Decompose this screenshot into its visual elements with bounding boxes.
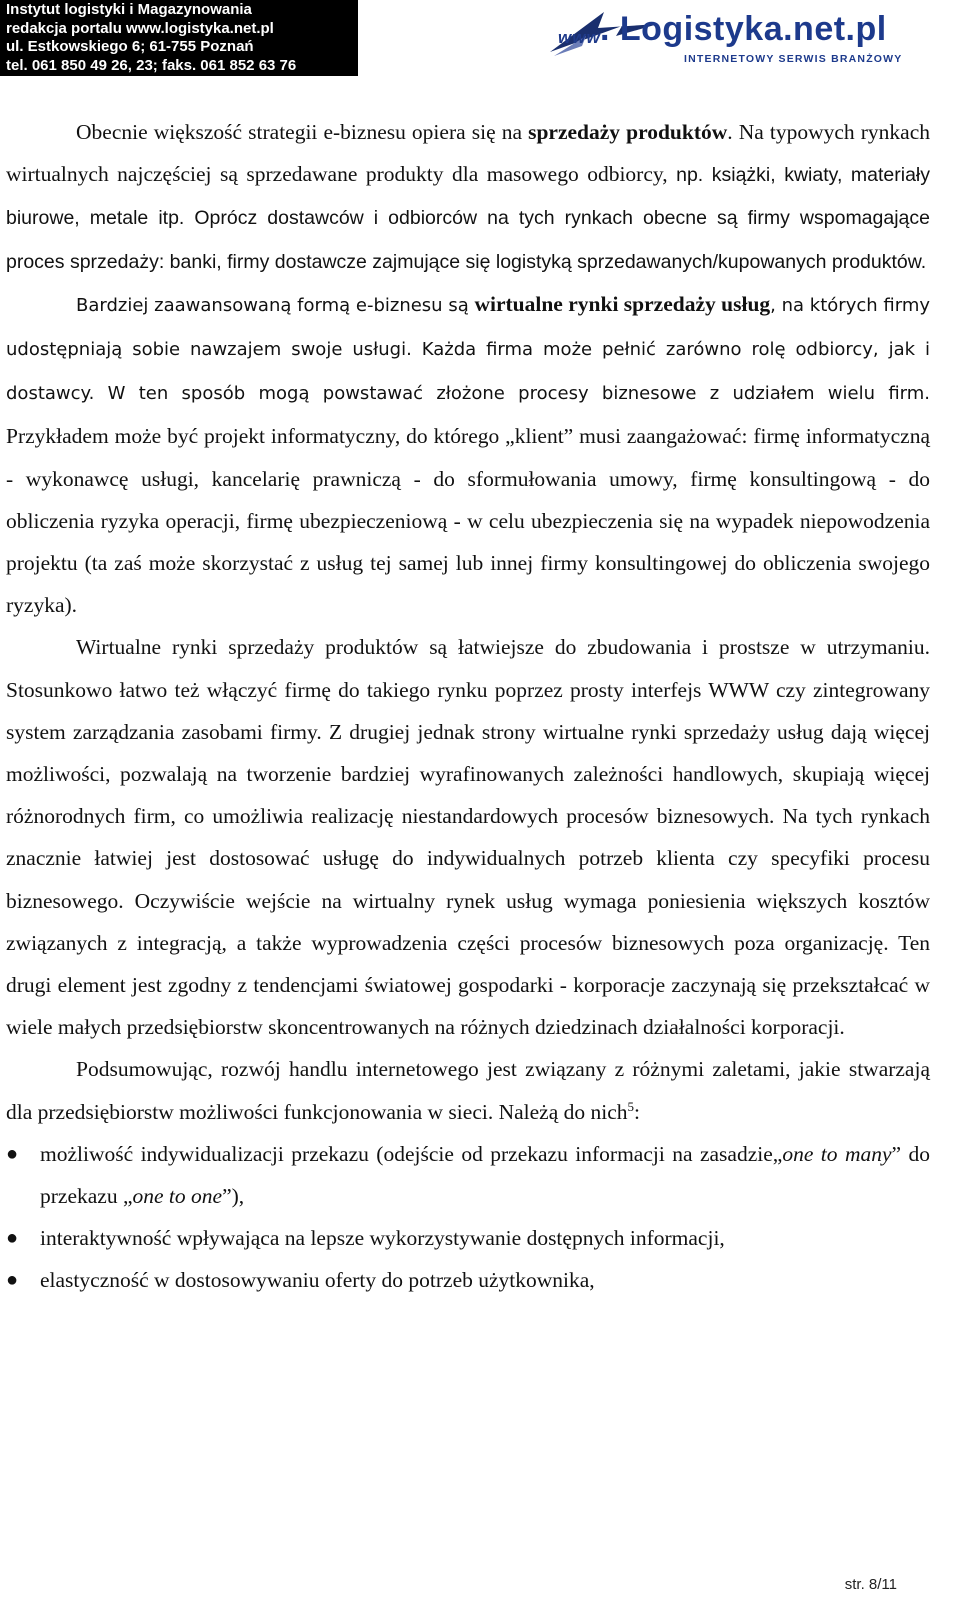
item1-a: możliwość indywidualizacji przekazu (odejście od przekazu informacji na zasadzie„ xyxy=(40,1141,783,1166)
p4-text: Podsumowując, rozwój handlu internetowego jest związany z różnymi zaletami, jakie stwarzają dla przedsiębiorstw możliwości funkcjonowania w sieci. Należą do nich xyxy=(6,1057,930,1124)
footnote-ref: 5 xyxy=(627,1098,635,1114)
p1-text-a: Obecnie większość strategii e-biznesu opiera się na xyxy=(76,120,529,144)
bullet-icon: ● xyxy=(6,1142,19,1165)
list-item xyxy=(6,1259,930,1301)
paragraph-services xyxy=(6,283,930,627)
institute-name: Instytut logistyki i Magazynowania xyxy=(6,1,252,18)
logo-www: www xyxy=(558,28,601,47)
p4-tail: : xyxy=(634,1099,641,1124)
institute-address-block xyxy=(0,0,358,76)
logistyka-logo xyxy=(536,4,956,70)
paragraph-comparison: Wirtualne rynki sprzedaży produktów są łatwiejsze do zbudowania i prostsze w utrzymaniu. Stosunkowo łatwo też włączyć firmę do takiego rynku poprzez prosty interfejs WWW czy zintegrowany system zarządzania zasobami firmy. Z drugiej jednak strony wirtualne rynki sprzedaży usług dają więcej możliwości, pozwalają na tworzenie bardziej wyrafinowanych zależności handlowych, skupiają więcej różnorodnych firm, co umożliwia realizację niestandardowych procesów biznesowych. Na tych rynkach znacznie łatwiej jest dostosować usługę do indywidualnych potrzeb klienta czy specyfiki procesu biznesowego. Oczywiście wejście na wirtualny rynek usług wymaga poniesienia większych kosztów związanych z integracją, a także wyprowadzenia części procesów biznesowych poza organizację. Ten drugi element jest zgodny z tendencjami światowej gospodarki - korporacje zaczynają się przekształcać w wiele małych przedsiębiorstw skoncentrowanych na różnych dziedzinach działalności korporacji. xyxy=(6,635,930,1040)
p2-emphasis: wirtualne rynki sprzedaży usług xyxy=(474,291,771,316)
page-number: str. 8/11 xyxy=(844,1576,897,1593)
bullet-icon: ● xyxy=(6,1227,19,1250)
p2-text-a: Bardziej zaawansowaną formą e-biznesu są xyxy=(76,294,475,316)
bullet-icon: ● xyxy=(6,1269,19,1292)
p2-text-c: , na których firmy udostępniają sobie nawzajem swoje usługi. Każda firma może pełnić zarówno rolę odbiorcy, jak i dostawcy. W ten sposób mogą powstawać złożone procesy biznesowe z udziałem wielu firm. xyxy=(6,294,930,405)
list-item xyxy=(6,1133,930,1217)
editorial-address: redakcja portalu www.logistyka.net.pl xyxy=(6,19,274,37)
p2-text-d: Przykładem może być projekt informatyczny, do którego „klient” musi zaangażować: firmę informatyczną - wykonawcę usługi, kancelarię prawniczą - do sformułowania umowy, firmę konsultingową - do obliczenia ryzyka operacji, firmę ubezpieczeniową - w celu ubezpieczenia się na wypadek niepowodzenia projektu (ta zaś może skorzystać z usług tej samej lub innej firmy konsultingowej do obliczenia swojego ryzyka). xyxy=(6,424,930,618)
p1-text-c: . Na typowych rynkach wirtualnych najczęściej są sprzedawane produkty dla masowego odbiorcy, xyxy=(6,120,930,187)
item1-c: ” do przekazu „ xyxy=(40,1141,931,1209)
item1-d: one to one xyxy=(132,1184,223,1209)
item1-b: one to many xyxy=(782,1141,892,1166)
advantages-list xyxy=(6,1133,930,1302)
phone-fax: tel. 061 850 49 26, 23; faks. 061 852 63 76 xyxy=(6,56,297,74)
logo-name: . Logistyka.net.pl xyxy=(600,10,887,48)
p1-text-d: np. książki, kwiaty, materiały biurowe, metale itp. Oprócz dostawców i odbiorców na tych rynkach obecne są firmy wspomagające proces sprzedaży: banki, firmy dostawcze zajmujące się logistyką sprzedawanych/kupowanych produktów. xyxy=(6,164,930,273)
document-body xyxy=(6,111,930,1302)
item1-e: ”), xyxy=(222,1184,245,1209)
paragraph-summary xyxy=(6,1048,930,1132)
item3-text: elastyczność w dostosowywaniu oferty do potrzeb użytkownika, xyxy=(40,1268,595,1293)
street-address: ul. Estkowskiego 6; 61-755 Poznań xyxy=(6,38,254,55)
paragraph-products xyxy=(6,111,930,283)
p1-emphasis: sprzedaży produktów xyxy=(528,120,728,144)
list-item xyxy=(6,1217,930,1259)
logo-tagline: INTERNETOWY SERWIS BRANŻOWY xyxy=(684,53,903,65)
item2-text: interaktywność wpływająca na lepsze wykorzystywanie dostępnych informacji, xyxy=(40,1226,725,1251)
